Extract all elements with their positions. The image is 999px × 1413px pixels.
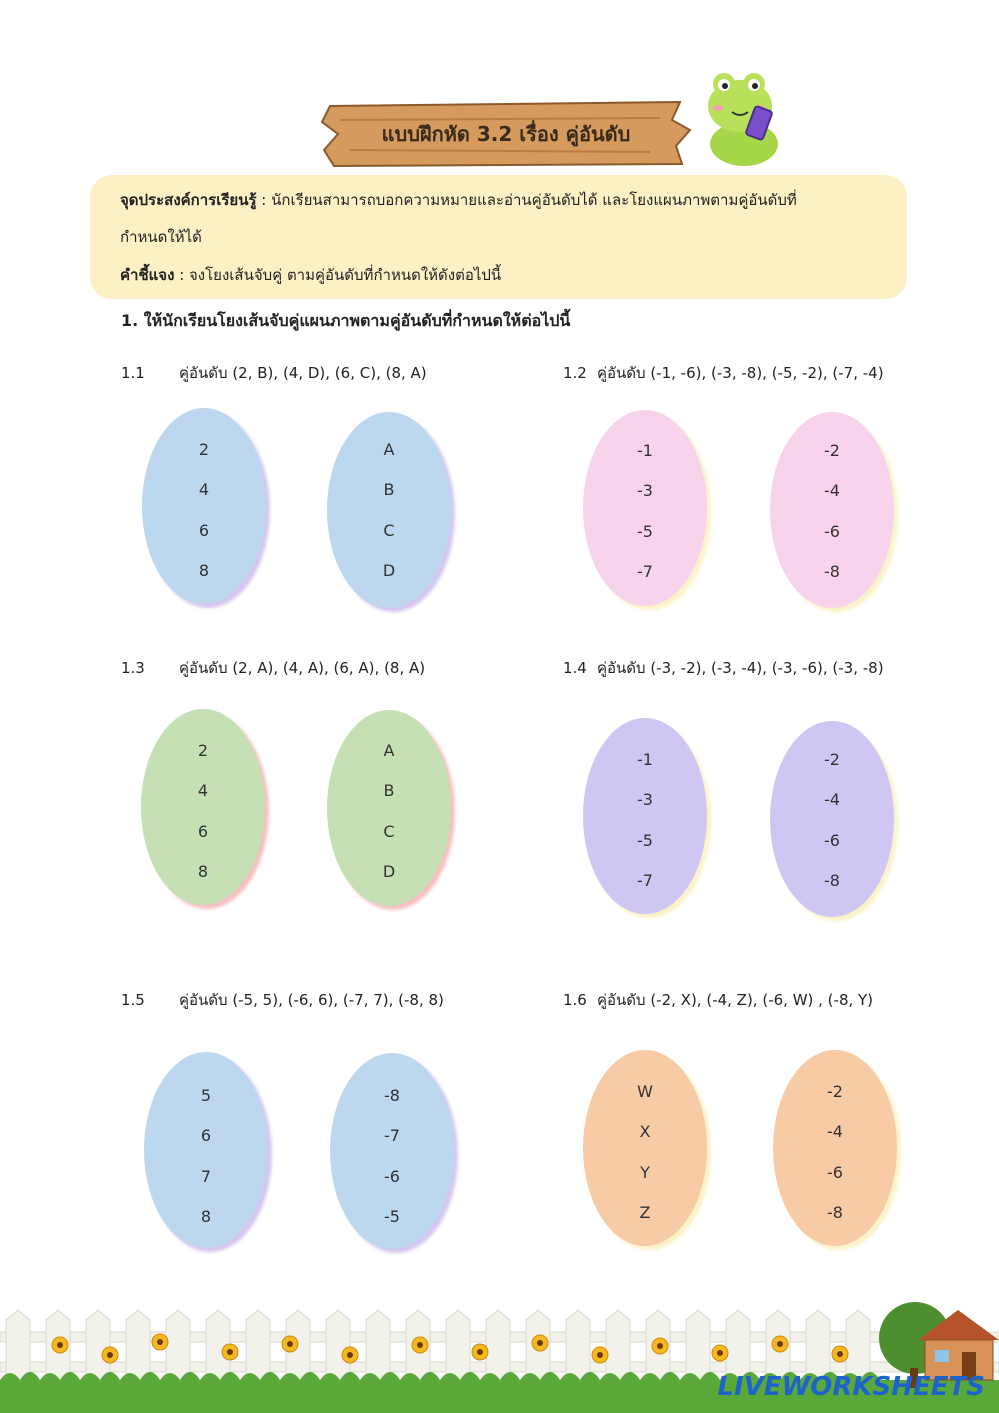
domain-oval <box>583 1050 707 1246</box>
domain-oval <box>583 718 707 914</box>
range-value[interactable]: -6 <box>824 831 840 850</box>
domain-value[interactable]: 7 <box>200 1167 212 1186</box>
range-value[interactable]: C <box>383 822 395 841</box>
range-value[interactable]: -7 <box>384 1126 400 1145</box>
item-pairs: คู่อันดับ (-1, -6), (-3, -8), (-5, -2), (-7, -4) <box>597 364 884 382</box>
domain-value[interactable]: 8 <box>200 1207 212 1226</box>
item-pairs: คู่อันดับ (-2, X), (-4, Z), (-6, W) , (-8, Y) <box>597 991 874 1009</box>
objective-text: : นักเรียนสามารถบอกความหมายและอ่านคู่อันดับได้ และโยงแผนภาพตามคู่อันดับที่ <box>256 191 797 209</box>
range-oval <box>330 1053 454 1249</box>
range-value[interactable]: -8 <box>827 1203 843 1222</box>
item-label <box>121 361 427 385</box>
domain-value[interactable]: 6 <box>197 822 209 841</box>
range-oval <box>327 412 451 608</box>
range-oval <box>770 721 894 917</box>
range-value[interactable]: -6 <box>827 1163 843 1182</box>
range-value[interactable]: -8 <box>824 562 840 581</box>
range-oval <box>773 1050 897 1246</box>
instruction-text: : จงโยงเส้นจับคู่ ตามคู่อันดับที่กำหนดให้ดังต่อไปนี้ <box>174 266 502 284</box>
domain-value[interactable]: -7 <box>637 871 653 890</box>
domain-value[interactable]: X <box>639 1122 651 1141</box>
domain-value[interactable]: 6 <box>198 521 210 540</box>
domain-oval <box>142 408 266 604</box>
range-value[interactable]: -6 <box>824 522 840 541</box>
item-label <box>563 361 884 385</box>
range-value[interactable]: -4 <box>824 481 840 500</box>
range-value[interactable]: -4 <box>824 790 840 809</box>
range-oval <box>327 710 451 906</box>
item-number: 1.1 <box>121 364 145 382</box>
objective-line <box>120 188 797 212</box>
item-pairs: คู่อันดับ (2, A), (4, A), (6, A), (8, A) <box>179 659 426 677</box>
domain-value[interactable]: -3 <box>637 790 653 809</box>
objective-label: จุดประสงค์การเรียนรู้ <box>120 191 257 209</box>
item-number: 1.6 <box>563 991 587 1009</box>
range-value[interactable]: -4 <box>827 1122 843 1141</box>
domain-value[interactable]: -5 <box>637 522 653 541</box>
item-pairs: คู่อันดับ (-3, -2), (-3, -4), (-3, -6), (-3, -8) <box>597 659 884 677</box>
range-oval <box>770 412 894 608</box>
domain-value[interactable]: 8 <box>198 561 210 580</box>
item-pairs: คู่อันดับ (-5, 5), (-6, 6), (-7, 7), (-8, 8) <box>179 991 444 1009</box>
range-value[interactable]: A <box>383 440 395 459</box>
item-number: 1.5 <box>121 991 145 1009</box>
domain-oval <box>141 709 265 905</box>
domain-oval <box>144 1052 268 1248</box>
domain-value[interactable]: -3 <box>637 481 653 500</box>
range-value[interactable]: -8 <box>384 1086 400 1105</box>
item-label <box>121 656 425 680</box>
domain-value[interactable]: 8 <box>197 862 209 881</box>
domain-value[interactable]: 4 <box>198 480 210 499</box>
domain-oval <box>583 410 707 606</box>
range-value[interactable]: -6 <box>384 1167 400 1186</box>
brand-logo: LIVEWORKSHEETS <box>717 1372 985 1402</box>
item-label <box>563 988 873 1012</box>
domain-value[interactable]: Z <box>639 1203 651 1222</box>
range-value[interactable]: -2 <box>824 441 840 460</box>
range-value[interactable]: -5 <box>384 1207 400 1226</box>
question-title: 1. ให้นักเรียนโยงเส้นจับคู่แผนภาพตามคู่อันดับที่กำหนดให้ต่อไปนี้ <box>121 311 571 330</box>
range-value[interactable]: C <box>383 521 395 540</box>
title-banner <box>320 100 692 168</box>
range-value[interactable]: D <box>382 561 396 580</box>
instruction-line <box>120 263 501 287</box>
item-pairs: คู่อันดับ (2, B), (4, D), (6, C), (8, A) <box>179 364 427 382</box>
objective-line-2: กำหนดให้ได้ <box>120 228 202 246</box>
range-value[interactable]: -2 <box>827 1082 843 1101</box>
domain-value[interactable]: 6 <box>200 1126 212 1145</box>
domain-value[interactable]: 4 <box>197 781 209 800</box>
domain-value[interactable]: 2 <box>197 741 209 760</box>
instruction-label: คำชี้แจง <box>120 266 175 284</box>
domain-value[interactable]: W <box>637 1082 653 1101</box>
domain-value[interactable]: 2 <box>198 440 210 459</box>
domain-value[interactable]: -5 <box>637 831 653 850</box>
domain-value[interactable]: -7 <box>637 562 653 581</box>
frog-mascot-icon <box>700 70 792 170</box>
range-value[interactable]: A <box>383 741 395 760</box>
info-box <box>90 175 907 299</box>
item-number: 1.2 <box>563 364 587 382</box>
item-number: 1.4 <box>563 659 587 677</box>
range-value[interactable]: D <box>382 862 396 881</box>
range-value[interactable]: B <box>383 480 395 499</box>
item-label <box>563 656 884 680</box>
page-title: แบบฝึกหัด 3.2 เรื่อง คู่อันดับ <box>381 122 631 146</box>
range-value[interactable]: -2 <box>824 750 840 769</box>
domain-value[interactable]: Y <box>640 1163 650 1182</box>
domain-value[interactable]: -1 <box>637 750 653 769</box>
range-value[interactable]: B <box>383 781 395 800</box>
domain-value[interactable]: 5 <box>200 1086 212 1105</box>
domain-value[interactable]: -1 <box>637 441 653 460</box>
range-value[interactable]: -8 <box>824 871 840 890</box>
item-number: 1.3 <box>121 659 145 677</box>
item-label <box>121 988 444 1012</box>
